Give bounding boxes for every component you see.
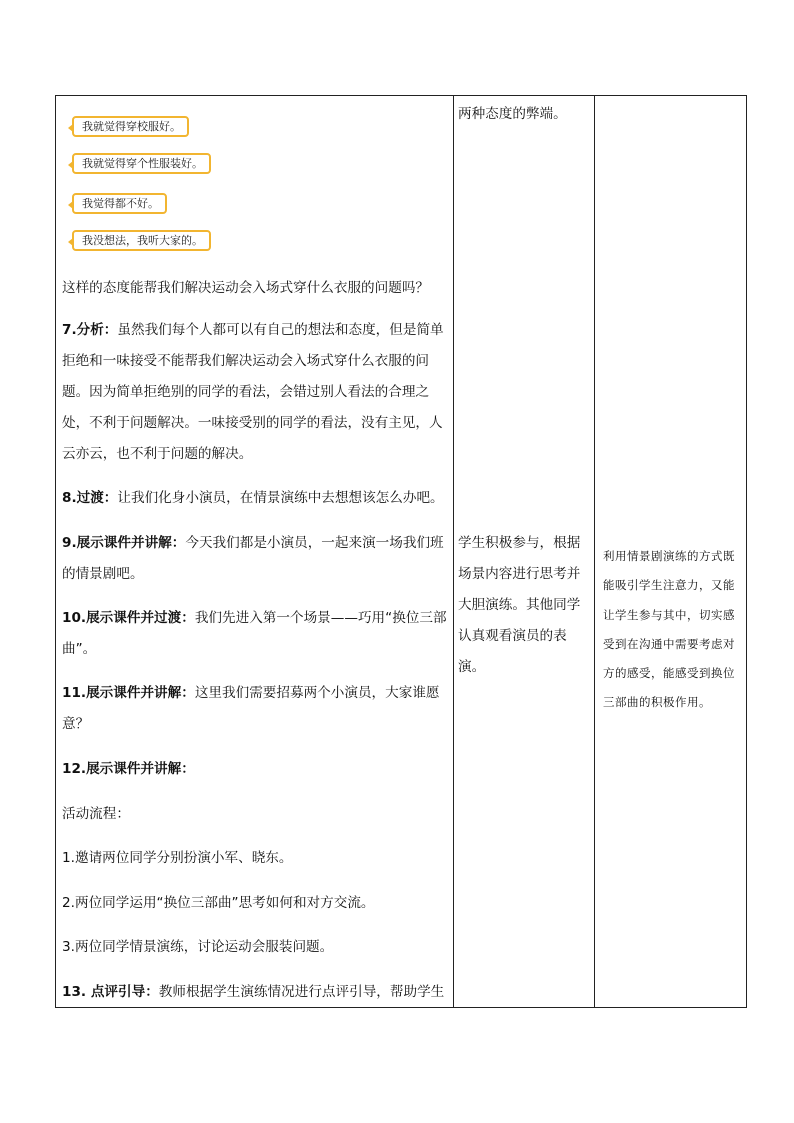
step-12	[62, 754, 448, 785]
step-label: 9.展示课件并讲解：	[62, 535, 186, 551]
step-text: 让我们化身小演员，在情景演练中去想想该怎么办吧。	[117, 490, 444, 506]
step-label: 7.分析：	[62, 322, 118, 338]
step-label: 8.过渡：	[62, 490, 118, 506]
flow-title: 活动流程：	[62, 806, 130, 822]
step-text: 今天我们都是小演员，一起来演一场我们班的情景剧吧。	[62, 535, 444, 582]
speech-bubble: 我就觉得穿个性服装好。	[72, 153, 211, 174]
step-10	[62, 603, 448, 665]
step-7	[62, 315, 448, 470]
step-label: 10.展示课件并过渡：	[62, 610, 195, 626]
speech-bubble: 我没想法，我听大家的。	[72, 230, 211, 251]
teacher-activity-cell	[56, 96, 454, 1008]
speech-bubble: 我就觉得穿校服好。	[72, 116, 189, 137]
student-text: 两种态度的弊端。	[458, 106, 567, 122]
student-text: 学生积极参与，根据场景内容进行思考并大胆演练。其他同学认真观看演员的表演。	[458, 535, 581, 675]
step-13	[62, 977, 448, 1008]
student-activity-cell	[454, 96, 595, 1008]
step-text: 虽然我们每个人都可以有自己的想法和态度，但是简单拒绝和一味接受不能帮我们解决运动会入场式穿什么衣服的问题。因为简单拒绝别的同学的看法，会错过别人看法的合理之处，不利于问题解决。一味接受别的同学的看法，没有主见，人云亦云，也不利于问题的解决。	[62, 322, 444, 462]
design-intent-text: 利用情景剧演练的方式既能吸引学生注意力，又能让学生参与其中，切实感受到在沟通中需要考虑对方的感受，能感受到换位三部曲的积极作用。	[603, 549, 735, 710]
step-label: 11.展示课件并讲解：	[62, 685, 195, 701]
step-11	[62, 678, 448, 740]
step-text: 教师根据学生演练情况进行点评引导，帮助学生	[158, 984, 445, 1000]
step-text: 这里我们需要招募两个小演员，大家谁愿意？	[62, 685, 440, 732]
step-8	[62, 483, 448, 514]
flow-item: 1.邀请两位同学分别扮演小军、晓东。	[62, 850, 293, 866]
design-intent-cell	[595, 96, 747, 1008]
question-text: 这样的态度能帮我们解决运动会入场式穿什么衣服的问题吗？	[62, 280, 430, 296]
speech-bubble: 我觉得都不好。	[72, 193, 167, 214]
flow-item: 3.两位同学情景演练，讨论运动会服装问题。	[62, 939, 334, 955]
step-label: 12.展示课件并讲解：	[62, 761, 195, 777]
step-label: 13. 点评引导：	[62, 984, 159, 1000]
lesson-table	[55, 95, 747, 1008]
flow-item: 2.两位同学运用“换位三部曲”思考如何和对方交流。	[62, 895, 375, 911]
step-9	[62, 528, 448, 590]
step-text: 我们先进入第一个场景——巧用“换位三部曲”。	[62, 610, 447, 657]
